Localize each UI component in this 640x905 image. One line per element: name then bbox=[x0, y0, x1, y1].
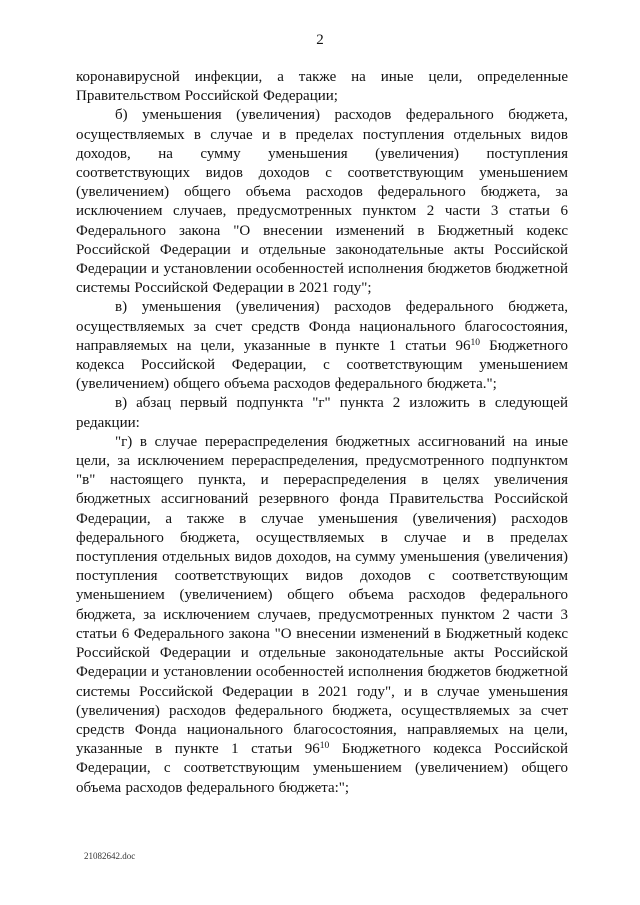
paragraph-item-b: б) уменьшения (увеличения) расходов федерального бюджета, осуществляемых в случае и в пределах поступления отдельных видов доходов, на сумму уменьшения (увеличения) поступления соответствующих видов доходов с соответствующим уменьшением (увеличением) общего объема расходов федерального бюджета, за исключением случаев, предусмотренных пунктом 2 части 3 статьи 6 Федерального закона "О внесении изменений в Бюджетный кодекс Российской Федерации и отдельные законодательные акты Российской Федерации и установлении особенностей исполнения бюджетов бюджетной системы Российской Федерации в 2021 году"; bbox=[76, 107, 568, 297]
document-body bbox=[76, 68, 568, 798]
paragraph-item-v-text: в) уменьшения (увеличения) расходов федерального бюджета, осуществляемых за счет средств Фонда национального благосостояния, направляемых на цели, указанные в пункте 1 статьи 96 bbox=[76, 299, 568, 354]
paragraph-item-v-text-end: Бюджетного кодекса Российской Федерации, с соответствующим уменьшением (увеличением) общего объема расходов федерального бюджета."; bbox=[76, 337, 568, 393]
document-footer-filename: 21082642.doc bbox=[84, 851, 136, 861]
paragraph-amendment-instruction: в) абзац первый подпункта "г" пункта 2 изложить в следующей редакции: bbox=[76, 395, 568, 431]
paragraph-item-g bbox=[76, 433, 568, 798]
paragraph-item-g-text: "г) в случае перераспределения бюджетных ассигнований на иные цели, за исключением перераспределения, предусмотренного подпунктом "в" настоящего пункта, и перераспределения в целях увеличения бюджетных ассигнований резервного фонда Правительства Российской Федерации, а также в случае уменьшения (увеличения) расходов федерального бюджета, осуществляемых в случае и в пределах поступления отдельных видов доходов, на сумму уменьшения (увеличения) поступления соответствующих видов доходов с соответствующим уменьшением (увеличением) общего объема расходов федерального бюджета, за исключением случаев, предусмотренных пунктом 2 части 3 статьи 6 Федерального закона "О внесении изменений в Бюджетный кодекс Российской Федерации и отдельные законодательные акты Российской Федерации и установлении особенностей исполнения бюджетов бюджетной системы Российской Федерации в 2021 году", и в случае уменьшения (увеличения) расходов федерального бюджета, осуществляемых за счет средств Фонда национального благосостояния, направляемых на цели, указанные в пункте 1 статьи 96 bbox=[76, 433, 568, 758]
page-number: 2 bbox=[316, 32, 324, 48]
paragraph-item-g-text-end: Бюджетного кодекса Российской Федерации, с соответствующим уменьшением (увеличением) общего объема расходов федерального бюджета:"; bbox=[76, 741, 568, 796]
paragraph-continuation: коронавирусной инфекции, а также на иные цели, определенные Правительством Российской Федерации; bbox=[76, 69, 568, 105]
article-superscript: 10 bbox=[319, 741, 330, 752]
article-superscript: 10 bbox=[470, 337, 480, 348]
paragraph-item-v bbox=[76, 298, 568, 394]
